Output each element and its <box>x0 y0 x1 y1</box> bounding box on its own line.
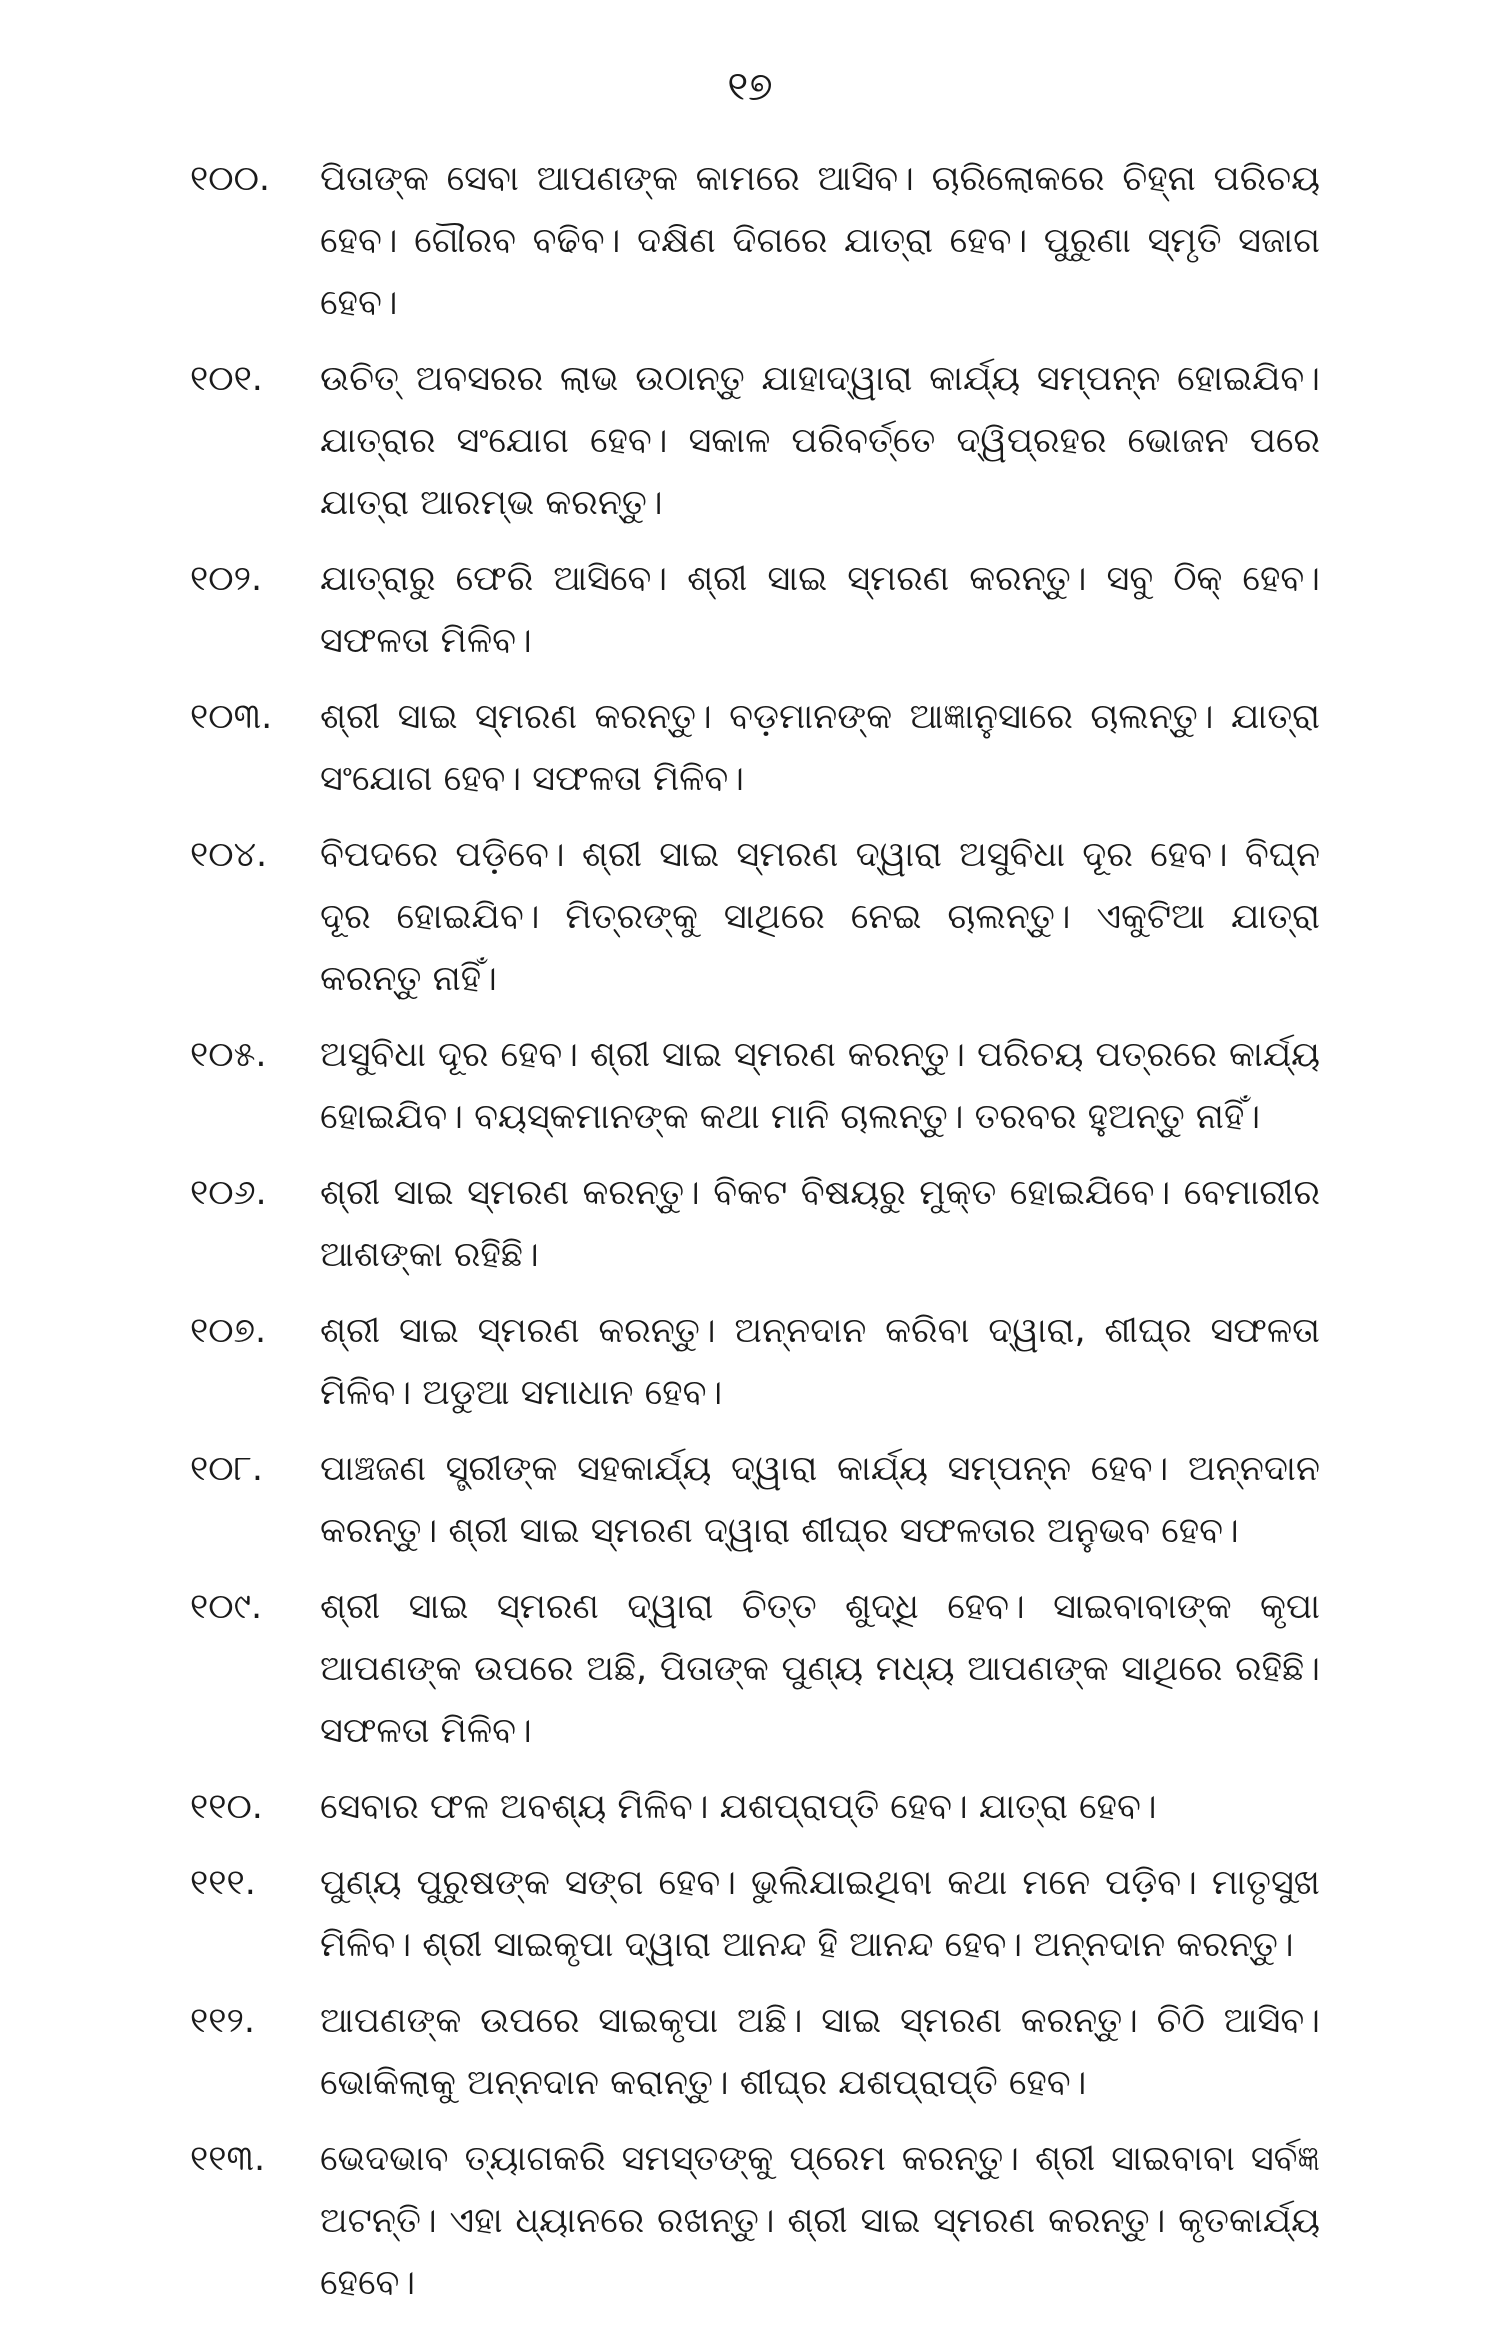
entry-text: ଅସୁବିଧା ଦୂର ହେବ। ଶ୍ରୀ ସାଇ ସ୍ମରଣ କରନ୍ତୁ। ପରିଚୟ ପତ୍ରରେ କାର୍ଯ୍ୟ ହୋଇଯିବ। ବୟସ୍କମାନଙ୍କ କଥା ମାନି ଚାଲନ୍ତୁ। ତରବର ହୁଅନ୍ତୁ ନାହିଁ। <box>320 1035 1320 1137</box>
entry-text: ଉଚିତ୍ ଅବସରର ଲାଭ ଉଠାନ୍ତୁ ଯାହାଦ୍ୱାରା କାର୍ଯ୍ୟ ସମ୍ପନ୍ନ ହୋଇଯିବ। ଯାତ୍ରାର ସଂଯୋଗ ହେବ। ସକାଳ ପରିବର୍ତ୍ତେ ଦ୍ୱିପ୍ରହର ଭୋଜନ ପରେ ଯାତ୍ରା ଆରମ୍ଭ କରନ୍ତୁ। <box>320 359 1320 523</box>
entry-text: ଶ୍ରୀ ସାଇ ସ୍ମରଣ କରନ୍ତୁ। ଅନ୍ନଦାନ କରିବା ଦ୍ୱାରା, ଶୀଘ୍ର ସଫଳତା ମିଳିବ। ଅଡୁଆ ସମାଧାନ ହେବ। <box>320 1311 1320 1413</box>
entry-text: ପାଞ୍ଚଜଣ ସ୍ତ୍ରୀଙ୍କ ସହକାର୍ଯ୍ୟ ଦ୍ୱାରା କାର୍ଯ୍ୟ ସମ୍ପନ୍ନ ହେବ। ଅନ୍ନଦାନ କରନ୍ତୁ। ଶ୍ରୀ ସାଇ ସ୍ମରଣ ଦ୍ୱାରା ଶୀଘ୍ର ସଫଳତାର ଅନୁଭବ ହେବ। <box>320 1449 1320 1551</box>
entry-112 <box>190 1990 1320 2114</box>
entry-111 <box>190 1852 1320 1976</box>
entry-text: ପୁଣ୍ୟ ପୁରୁଷଙ୍କ ସଙ୍ଗ ହେବ। ଭୁଲିଯାଇଥିବା କଥା ମନେ ପଡ଼ିବ। ମାତୃସୁଖ ମିଳିବ। ଶ୍ରୀ ସାଇକୃପା ଦ୍ୱାରା ଆନନ୍ଦ ହି ଆନନ୍ଦ ହେବ। ଅନ୍ନଦାନ କରନ୍ତୁ। <box>320 1863 1320 1965</box>
entry-text: ଯାତ୍ରାରୁ ଫେରି ଆସିବେ। ଶ୍ରୀ ସାଇ ସ୍ମରଣ କରନ୍ତୁ। ସବୁ ଠିକ୍ ହେବ। ସଫଳତା ମିଳିବ। <box>320 559 1320 661</box>
entry-number: ୧୦୭. <box>190 1311 267 1351</box>
entry-number: ୧୦୧. <box>190 359 263 399</box>
entry-text: ଶ୍ରୀ ସାଇ ସ୍ମରଣ ଦ୍ୱାରା ଚିତ୍ତ ଶୁଦ୍ଧି ହେବ। ସାଇବାବାଙ୍କ କୃପା ଆପଣଙ୍କ ଉପରେ ଅଛି, ପିତାଙ୍କ ପୁଣ୍ୟ ମଧ୍ୟ ଆପଣଙ୍କ ସାଥିରେ ରହିଛି। ସଫଳତା ମିଳିବ। <box>320 1587 1320 1751</box>
entry-text: ବିପଦରେ ପଡ଼ିବେ। ଶ୍ରୀ ସାଇ ସ୍ମରଣ ଦ୍ୱାରା ଅସୁବିଧା ଦୂର ହେବ। ବିଘ୍ନ ଦୂର ହୋଇଯିବ। ମିତ୍ରଙ୍କୁ ସାଥିରେ ନେଇ ଚାଲନ୍ତୁ। ଏକୁଟିଆ ଯାତ୍ରା କରନ୍ତୁ ନାହିଁ। <box>320 835 1320 999</box>
entry-number: ୧୦୪. <box>190 835 268 875</box>
entry-text: ଆପଣଙ୍କ ଉପରେ ସାଇକୃପା ଅଛି। ସାଇ ସ୍ମରଣ କରନ୍ତୁ। ଚିଠି ଆସିବ। ଭୋକିଲାକୁ ଅନ୍ନଦାନ କରାନ୍ତୁ। ଶୀଘ୍ର ଯଶପ୍ରାପ୍ତି ହେବ। <box>320 2001 1320 2103</box>
entry-103 <box>190 686 1320 810</box>
entry-106 <box>190 1162 1320 1286</box>
entry-number: ୧୦୦. <box>190 159 271 199</box>
entry-number: ୧୦୬. <box>190 1173 267 1213</box>
entry-text: ଶ୍ରୀ ସାଇ ସ୍ମରଣ କରନ୍ତୁ। ବଡ଼ମାନଙ୍କ ଆଜ୍ଞାନୁସାରେ ଚାଲନ୍ତୁ। ଯାତ୍ରା ସଂଯୋଗ ହେବ। ସଫଳତା ମିଳିବ। <box>320 697 1320 799</box>
entry-100 <box>190 148 1320 334</box>
entry-number: ୧୧୩. <box>190 2139 266 2179</box>
entry-text: ଭେଦଭାବ ତ୍ୟାଗକରି ସମସ୍ତଙ୍କୁ ପ୍ରେମ କରନ୍ତୁ। ଶ୍ରୀ ସାଇବାବା ସର୍ବଜ୍ଞ ଅଟନ୍ତି। ଏହା ଧ୍ୟାନରେ ରଖନ୍ତୁ। ଶ୍ରୀ ସାଇ ସ୍ମରଣ କରନ୍ତୁ। କୃତକାର୍ଯ୍ୟ ହେବେ। <box>320 2139 1320 2303</box>
entry-109 <box>190 1576 1320 1762</box>
entry-110 <box>190 1776 1320 1838</box>
entry-text: ଶ୍ରୀ ସାଇ ସ୍ମରଣ କରନ୍ତୁ। ବିକଟ ବିଷୟରୁ ମୁକ୍ତ ହୋଇଯିବେ। ବେମାରୀର ଆଶଙ୍କା ରହିଛି। <box>320 1173 1320 1275</box>
entry-list <box>190 148 1320 2328</box>
entry-113 <box>190 2128 1320 2314</box>
entry-number: ୧୦୩. <box>190 697 273 737</box>
entry-number: ୧୧୨. <box>190 2001 256 2041</box>
entry-number: ୧୧୦. <box>190 1787 263 1827</box>
entry-number: ୧୦୮. <box>190 1449 263 1489</box>
entry-number: ୧୦୫. <box>190 1035 267 1075</box>
entry-105 <box>190 1024 1320 1148</box>
entry-101 <box>190 348 1320 534</box>
entry-text: ସେବାର ଫଳ ଅବଶ୍ୟ ମିଳିବ। ଯଶପ୍ରାପ୍ତି ହେବ। ଯାତ୍ରା ହେବ। <box>320 1787 1157 1827</box>
entry-number: ୧୦୨. <box>190 559 263 599</box>
entry-108 <box>190 1438 1320 1562</box>
entry-text: ପିତାଙ୍କ ସେବା ଆପଣଙ୍କ କାମରେ ଆସିବ। ଚାରିଲୋକରେ ଚିହ୍ନା ପରିଚୟ ହେବ। ଗୌରବ ବଢିବ। ଦକ୍ଷିଣ ଦିଗରେ ଯାତ୍ରା ହେବ। ପୁରୁଣା ସ୍ମୃତି ସଜାଗ ହେବ। <box>320 159 1320 323</box>
entry-104 <box>190 824 1320 1010</box>
entry-102 <box>190 548 1320 672</box>
entry-number: ୧୧୧. <box>190 1863 256 1903</box>
entry-107 <box>190 1300 1320 1424</box>
entry-number: ୧୦୯. <box>190 1587 263 1627</box>
page-number: ୧୭ <box>727 64 773 110</box>
